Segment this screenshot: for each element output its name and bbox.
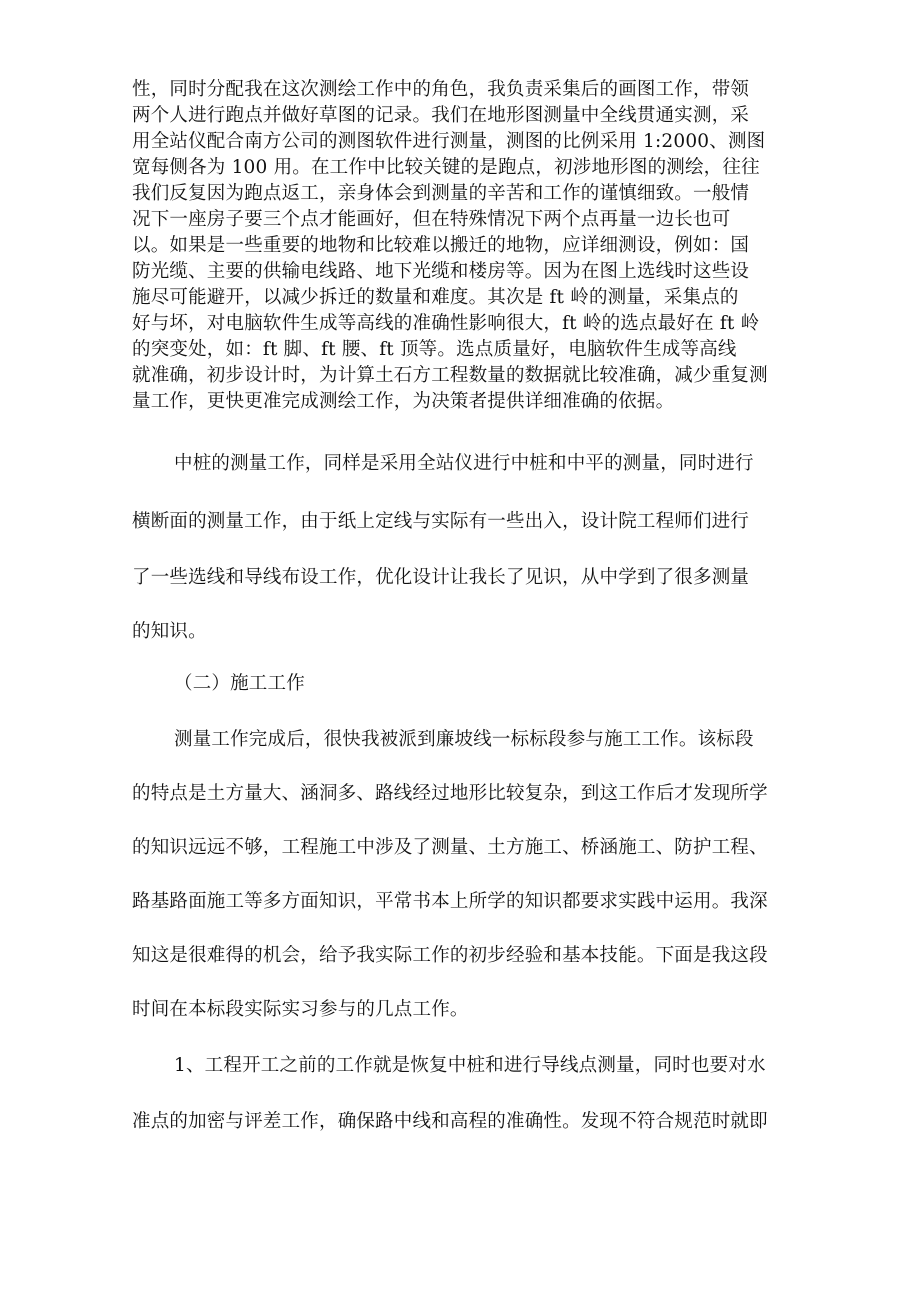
text-line: 准点的加密与评差工作，确保路中线和高程的准确性。发现不符合规范时就即 (132, 1111, 768, 1132)
text-line: 的突变处，如：ft 脚、ft 腰、ft 顶等。选点质量好，电脑软件生成等高线 (132, 339, 737, 360)
text-line: 的知识远远不够，工程施工中涉及了测量、土方施工、桥涵施工、防护工程、 (132, 837, 768, 858)
text-line: 好与坏，对电脑软件生成等高线的准确性影响很大，ft 岭的选点最好在 ft 岭 (132, 313, 760, 334)
text-line: 了一些选线和导线布设工作，优化设计让我长了见识，从中学到了很多测量 (132, 567, 750, 588)
text-line: 况下一座房子要三个点才能画好，但在特殊情况下两个点再量一边长也可 (132, 209, 731, 230)
text-line: 路基路面施工等多方面知识，平常书本上所学的知识都要求实践中运用。我深 (132, 891, 768, 912)
text-line: 施尽可能避开，以减少拆迁的数量和难度。其次是 ft 岭的测量，采集点的 (132, 287, 739, 308)
text-line: 中桩的测量工作，同样是采用全站仪进行中桩和中平的测量，同时进行 (174, 453, 754, 474)
text-line: 的知识。 (132, 621, 207, 642)
text-line: 1、工程开工之前的工作就是恢复中桩和进行导线点测量，同时也要对水 (174, 1055, 766, 1076)
text-line: 性，同时分配我在这次测绘工作中的角色，我负责采集后的画图工作，带领 (132, 79, 750, 100)
text-line: 以。如果是一些重要的地物和比较难以搬迁的地物，应详细测设，例如：国 (132, 235, 750, 256)
text-line: 用全站仪配合南方公司的测图软件进行测量，测图的比例采用 1:2000、测图 (132, 131, 766, 152)
text-line: 时间在本标段实际实习参与的几点工作。 (132, 999, 469, 1020)
section-heading: （二）施工工作 (174, 673, 305, 694)
text-line: 知这是很难得的机会，给予我实际工作的初步经验和基本技能。下面是我这段 (132, 945, 768, 966)
text-line: 的特点是土方量大、涵洞多、路线经过地形比较复杂，到这工作后才发现所学 (132, 783, 768, 804)
text-line: 横断面的测量工作，由于纸上定线与实际有一些出入，设计院工程师们进行 (132, 511, 750, 532)
text-line: 宽每侧各为 100 用。在工作中比较关键的是跑点，初涉地形图的测绘，往往 (132, 157, 760, 178)
text-line: 防光缆、主要的供输电线路、地下光缆和楼房等。因为在图上选线时这些设 (132, 261, 750, 282)
text-line: 量工作，更快更准完成测绘工作，为决策者提供详细准确的依据。 (132, 391, 675, 412)
text-line: 我们反复因为跑点返工，亲身体会到测量的辛苦和工作的谨慎细致。一般情 (132, 183, 750, 204)
text-line: 测量工作完成后，很快我被派到廉坡线一标标段参与施工工作。该标段 (174, 729, 754, 750)
text-line: 两个人进行跑点并做好草图的记录。我们在地形图测量中全线贯通实测，采 (132, 105, 750, 126)
text-line: 就准确，初步设计时，为计算土石方工程数量的数据就比较准确，减少重复测 (132, 365, 768, 386)
